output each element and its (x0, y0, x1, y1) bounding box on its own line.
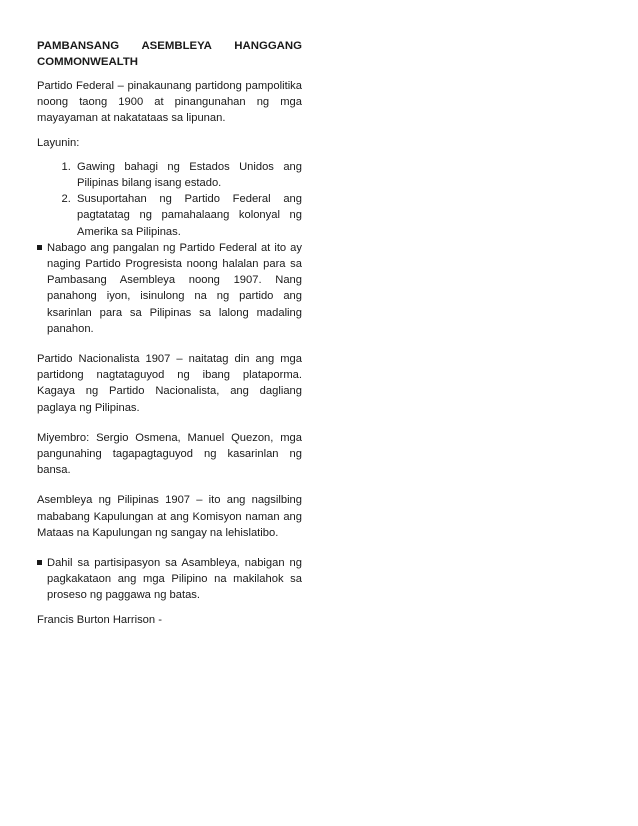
paragraph-harrison: Francis Burton Harrison - (37, 613, 162, 626)
heading-word-3: HANGGANG (234, 40, 302, 52)
bullet-item (37, 555, 302, 604)
notes-list-2 (37, 555, 302, 604)
square-bullet-icon (37, 245, 42, 250)
heading-word-1: PAMBANSANG (37, 40, 120, 52)
goal-item: 2. Susuportahan ng Partido Federal ang pagtatatag ng pamahalaang kolonyal ng Amerika sa Pilipinas. (74, 191, 302, 240)
goal-item: 1. Gawing bahagi ng Estados Unidos ang Pilipinas bilang isang estado. (74, 159, 302, 191)
heading-line-2: COMMONWEALTH (37, 56, 139, 68)
bullet-text: Nabago ang pangalan ng Partido Federal at ito ay naging Partido Progresista noong halalan para sa Pambasang Asembleya noong 1907. Nang panahong iyon, isinulong na ng partido ang ksarinlan para sa Pilipinas sa lalong madaling panahon. (47, 241, 302, 335)
bullet-item (37, 240, 302, 337)
bullet-text: Dahil sa partisipasyon sa Asambleya, nabigan ng pagkakataon ang mga Pilipino na makilahok sa proseso ng paggawa ng batas. (47, 557, 302, 602)
document-body (37, 38, 302, 628)
paragraph-partido-federal: Partido Federal – pinakaunang partidong pampolitika noong taong 1900 at pinangunahan ng mga mayayaman at nakatataas sa lipunan. (37, 80, 302, 125)
paragraph-asembleya: Asembleya ng Pilipinas 1907 – ito ang nagsilbing mababang Kapulungan at ang Komisyon naman ang Mataas na Kapulungan ng sangay na lehislatibo. (37, 494, 302, 539)
square-bullet-icon (37, 560, 42, 565)
notes-list-1 (37, 240, 302, 337)
heading-word-2: ASEMBLEYA (141, 40, 212, 52)
layunin-label: Layunin: (37, 136, 80, 149)
heading-line-1 (37, 38, 302, 54)
paragraph-nacionalista: Partido Nacionalista 1907 – naitatag din ang mga partidong nagtataguyod ng ibang plataporma. Kagaya ng Partido Nacionalista, ang dagliang paglaya ng Pilipinas. (37, 353, 302, 414)
goals-list (37, 159, 302, 240)
document-heading (37, 38, 302, 70)
paragraph-miyembro: Miyembro: Sergio Osmena, Manuel Quezon, mga pangunahing tagapagtaguyod ng kasarinlan ng bansa. (37, 431, 302, 477)
